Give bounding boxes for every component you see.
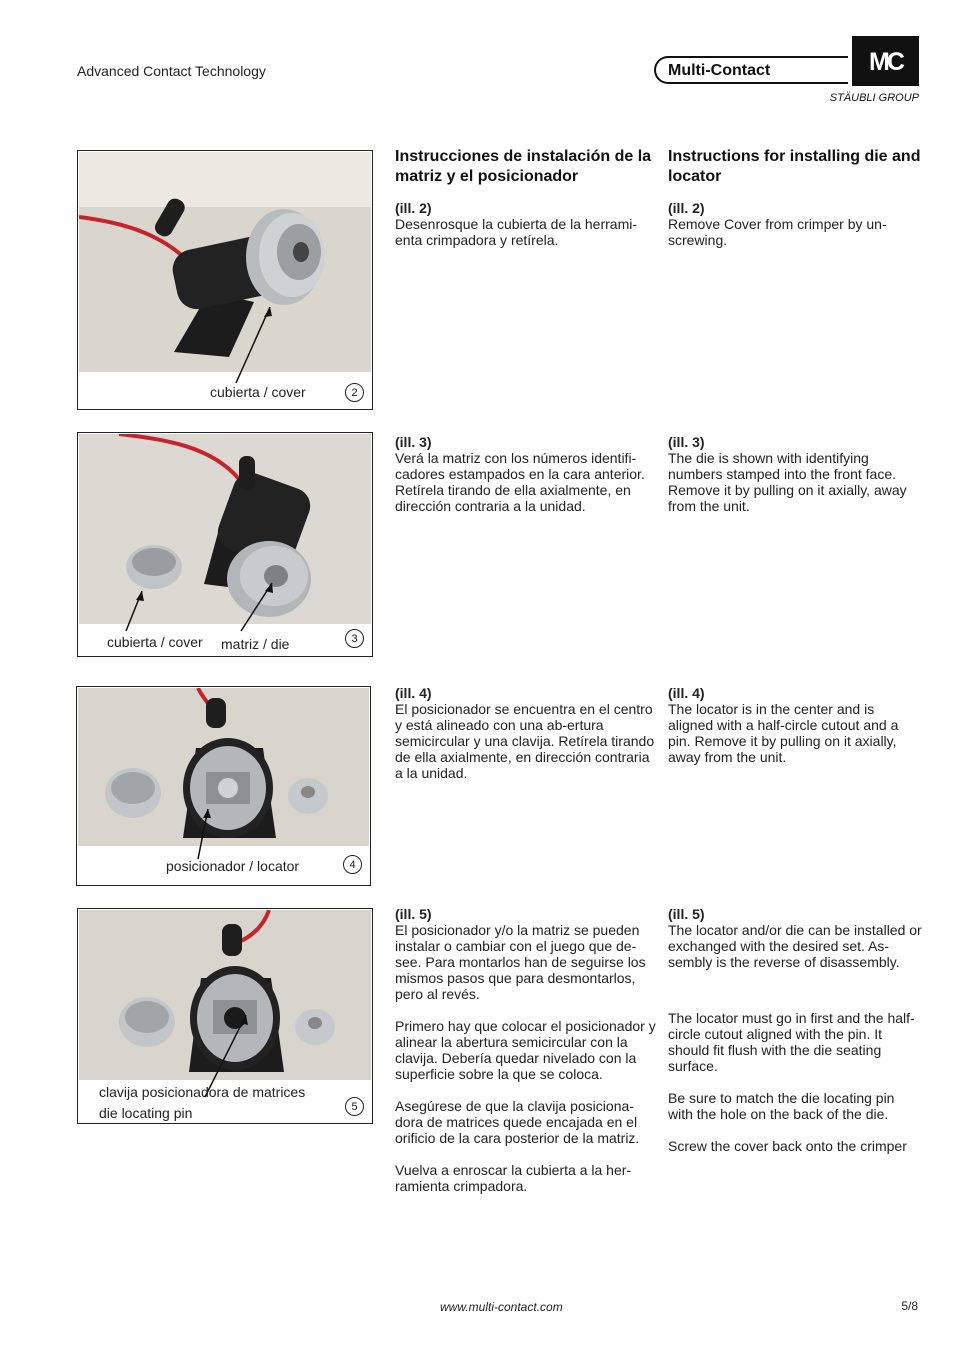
figure-number: 3 xyxy=(345,629,364,648)
figure-caption: posicionador / locator xyxy=(166,858,300,874)
figure-5 xyxy=(77,908,373,1124)
brand-logo-wordmark xyxy=(654,56,848,84)
page-number: 5/8 xyxy=(901,1299,918,1313)
english-heading-block xyxy=(668,147,922,264)
spanish-section-5 xyxy=(395,906,657,1210)
section-text: The locator and/or die can be installed or exchanged with the desired set. As-sembly is the reverse of disassembly. xyxy=(668,922,922,970)
english-section-3 xyxy=(668,434,922,530)
section-text: The locator must go in first and the half-circle cutout aligned with the pin. It should fit flush with the die seating surface. xyxy=(668,1010,915,1074)
spanish-section-3 xyxy=(395,434,657,530)
section-text: Vuelva a enroscar la cubierta a la her-ramienta crimpadora. xyxy=(395,1162,632,1194)
pointer-line xyxy=(236,307,270,383)
spanish-section-4 xyxy=(395,685,657,797)
figure-number: 5 xyxy=(345,1097,364,1116)
figure-caption: cubierta / cover xyxy=(210,384,306,400)
figure-caption: cubierta / cover xyxy=(107,634,203,650)
figure-number: 2 xyxy=(345,383,364,402)
spanish-heading: Instrucciones de instalación de la matriz y el posicionador xyxy=(395,148,652,185)
footer-url[interactable]: www.multi-contact.com xyxy=(440,1300,563,1314)
section-text: El posicionador se encuentra en el centro y está alineado con una ab-ertura semicircular y una clavija. Retírela tirando de ella axialmente, en dirección contraria a la unidad. xyxy=(395,701,655,781)
section-text: Be sure to match the die locating pin with the hole on the back of the die. xyxy=(668,1090,895,1122)
brand-name: Multi-Contact xyxy=(668,62,771,79)
figure-3 xyxy=(77,432,373,657)
figure-number: 4 xyxy=(343,855,362,874)
section-text: Verá la matriz con los números identifi-cadores estampados en la cara anterior. Retírela tirando de ella axialmente, en dirección contraria a la unidad. xyxy=(395,450,645,514)
english-section-4 xyxy=(668,685,922,781)
brand-logo-mark: MC xyxy=(852,36,919,86)
english-heading: Instructions for installing die and locator xyxy=(668,148,921,185)
brand-group: STÄUBLI GROUP xyxy=(829,92,919,104)
section-text: El posicionador y/o la matriz se pueden instalar o cambiar con el juego que de-see. Para montarlos han de seguirse los mismos pasos que para desmontarlos, pero al revés. xyxy=(395,922,646,1002)
figure-4 xyxy=(76,686,371,886)
figure-caption: clavija posicionadora de matrices xyxy=(99,1084,306,1100)
section-label: (ill. 2) xyxy=(395,200,432,216)
section-text: Desenrosque la cubierta de la herrami-enta crimpadora y retírela. xyxy=(395,216,638,248)
section-label: (ill. 2) xyxy=(668,200,705,216)
section-label: (ill. 5) xyxy=(668,906,705,922)
section-text: Remove Cover from crimper by un-screwing. xyxy=(668,216,887,248)
section-text: The locator is in the center and is aligned with a half-circle cutout and a pin. Remove it by pulling on it axially, away from the unit. xyxy=(668,701,899,765)
section-text: Screw the cover back onto the crimper xyxy=(668,1138,907,1154)
english-section-5 xyxy=(668,906,922,1170)
section-label: (ill. 3) xyxy=(395,434,432,450)
spanish-heading-block xyxy=(395,147,657,264)
section-text: Asegúrese de que la clavija posiciona-dora de matrices quede encajada en el orificio de la cara posterior de la matriz. xyxy=(395,1098,640,1146)
section-label: (ill. 4) xyxy=(395,685,432,701)
company-tagline: Advanced Contact Technology xyxy=(77,63,266,79)
section-label: (ill. 3) xyxy=(668,434,705,450)
figure-2 xyxy=(77,150,373,410)
figure-caption: matriz / die xyxy=(221,636,290,652)
section-text: Primero hay que colocar el posicionador y alinear la abertura semicircular con la clavija. Debería quedar nivelado con la superficie sobre la que se coloca. xyxy=(395,1018,656,1082)
section-label: (ill. 4) xyxy=(668,685,705,701)
section-text: The die is shown with identifying numbers stamped into the front face. Remove it by pulling on it axially, away from the unit. xyxy=(668,450,907,514)
figure-caption: die locating pin xyxy=(99,1105,193,1121)
section-label: (ill. 5) xyxy=(395,906,432,922)
